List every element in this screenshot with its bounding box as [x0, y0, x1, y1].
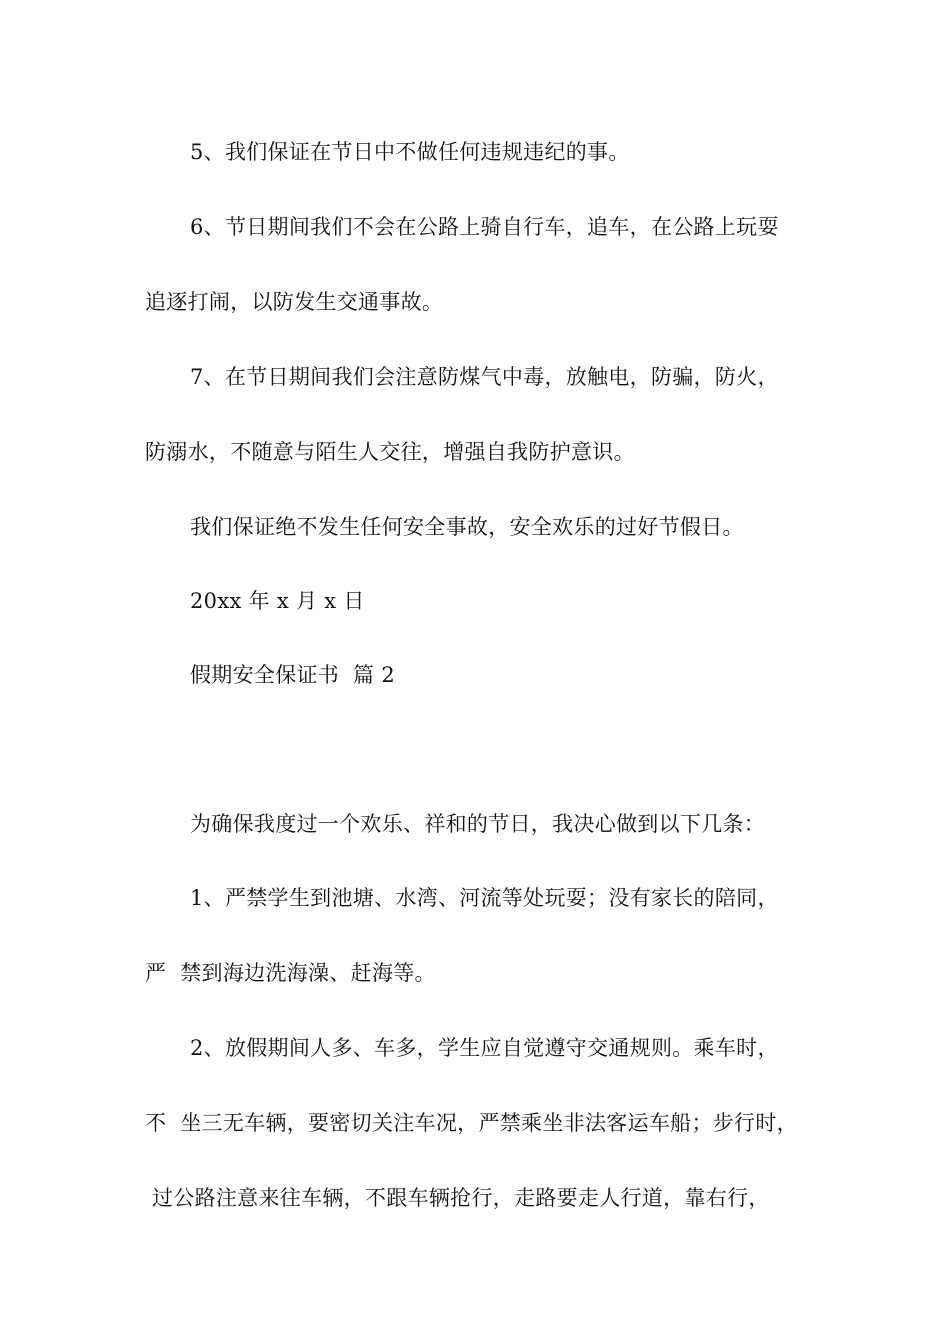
- paragraph-item-5: 5、我们保证在节日中不做任何违规违纪的事。: [190, 140, 630, 164]
- section-title: 假期安全保证书 篇 2: [190, 663, 395, 687]
- paragraph-item-6: 6、节日期间我们不会在公路上骑自行车，追车，在公路上玩耍: [190, 215, 779, 239]
- paragraph-rule-2-continued-2: 过公路注意来往车辆，不跟车辆抢行，走路要走人行道，靠右行，: [145, 1186, 770, 1210]
- paragraph-item-7: 7、在节日期间我们会注意防煤气中毒，放触电，防骗，防火，: [190, 365, 779, 389]
- paragraph-rule-2-continued-1: 不 坐三无车辆，要密切关注车况，严禁乘坐非法客运车船；步行时，: [145, 1111, 798, 1135]
- paragraph-rule-2: 2、放假期间人多、车多，学生应自觉遵守交通规则。乘车时，: [190, 1036, 779, 1060]
- paragraph-item-6-continued: 追逐打闹，以防发生交通事故。: [145, 290, 444, 314]
- paragraph-rule-1: 1、严禁学生到池塘、水湾、河流等处玩耍；没有家长的陪同，: [190, 886, 779, 910]
- date-line: 20xx 年 x 月 x 日: [190, 589, 365, 613]
- paragraph-item-7-continued: 防溺水，不随意与陌生人交往，增强自我防护意识。: [145, 440, 635, 464]
- guarantee-statement: 我们保证绝不发生任何安全事故，安全欢乐的过好节假日。: [190, 515, 744, 539]
- paragraph-rule-1-continued: 严 禁到海边洗海澡、赶海等。: [145, 961, 436, 985]
- intro-paragraph: 为确保我度过一个欢乐、祥和的节日，我决心做到以下几条：: [190, 812, 766, 836]
